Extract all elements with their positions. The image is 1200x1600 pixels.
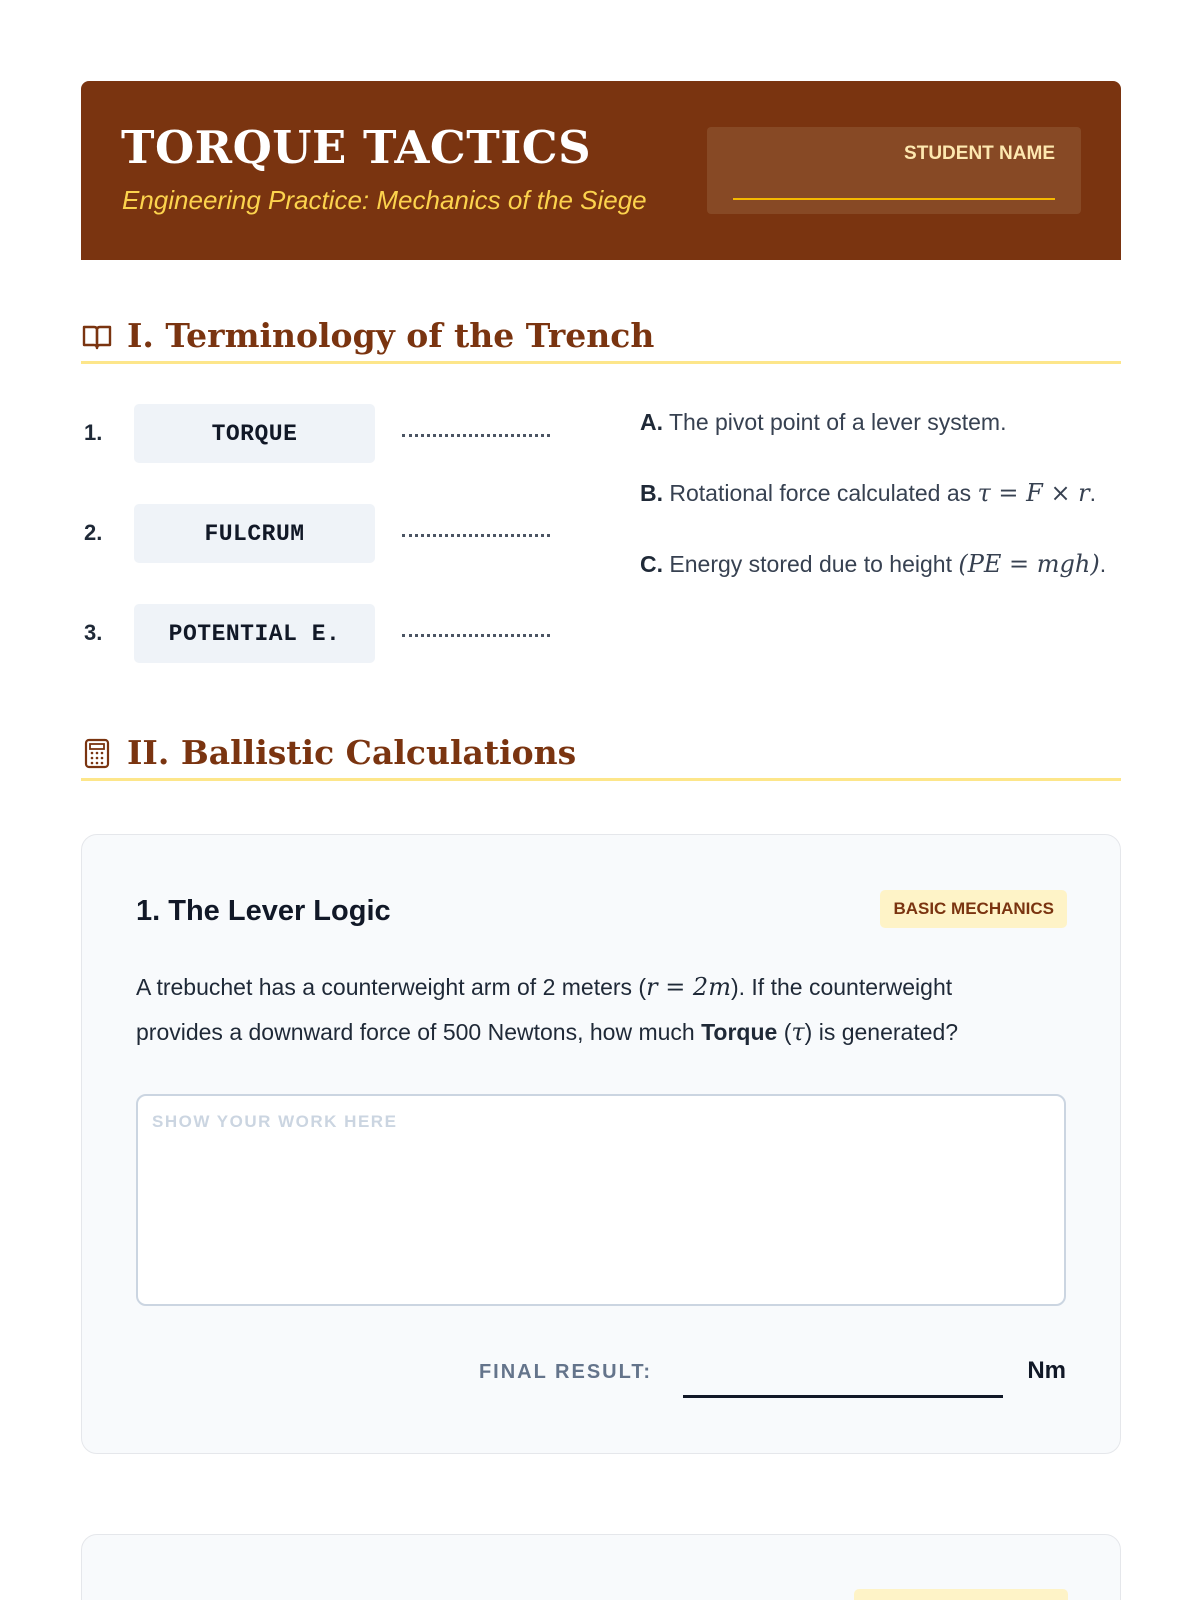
worksheet-header (81, 81, 1121, 260)
term-number: 3. (84, 620, 103, 645)
student-name-line[interactable] (733, 198, 1055, 200)
section-calculations-title: II. Ballistic Calculations (127, 733, 577, 772)
definition-formula: τ = F × r (977, 479, 1090, 507)
problem-text (136, 965, 1006, 1055)
definition-letter: A. (640, 409, 663, 435)
definition-text: The pivot point of a lever system. (668, 409, 1007, 435)
term-row (81, 604, 561, 664)
definition-letter: C. (640, 551, 663, 577)
section-terminology-heading (81, 316, 1121, 364)
term-row (81, 504, 561, 564)
section-terminology-title: I. Terminology of the Trench (127, 316, 655, 355)
answer-blank[interactable] (402, 534, 550, 537)
definition-end: . (1099, 551, 1107, 577)
definition-text: Energy stored due to height (669, 551, 952, 577)
book-open-icon (81, 320, 113, 352)
definition-letter: B. (640, 480, 663, 506)
worksheet-title: TORQUE TACTICS (121, 121, 592, 174)
worksheet-subtitle: Engineering Practice: Mechanics of the Siege (122, 185, 647, 215)
problem-card (81, 1534, 1121, 1600)
answer-blank[interactable] (402, 634, 550, 637)
problem-formula: r = 2m (646, 973, 731, 1001)
final-result-input[interactable] (683, 1395, 1003, 1398)
work-area-input[interactable] (136, 1094, 1066, 1306)
term-number: 1. (84, 420, 103, 445)
term-row (81, 404, 561, 464)
calculator-icon (81, 737, 113, 769)
definition-item (640, 479, 1096, 507)
final-result-unit: Nm (1027, 1357, 1066, 1384)
term-box: TORQUE (134, 404, 375, 463)
problem-text-part: ) is generated? (804, 1019, 959, 1045)
definition-item (640, 550, 1106, 578)
problem-title: 1. The Lever Logic (136, 895, 391, 927)
final-result-label: FINAL RESULT: (478, 1361, 652, 1383)
student-name-label: STUDENT NAME (904, 143, 1055, 164)
definition-item (640, 409, 1006, 436)
problem-tag-badge: BASIC MECHANICS (880, 890, 1067, 928)
definition-formula: (PE = mgh) (958, 550, 1100, 578)
problem-card (81, 834, 1121, 1454)
student-name-field[interactable] (707, 127, 1081, 214)
problem-tag-badge (854, 1589, 1068, 1600)
problem-text-part: A trebuchet has a counterweight arm of 2 meters ( (136, 974, 647, 1000)
definition-end: . (1089, 480, 1097, 506)
term-box: POTENTIAL E. (134, 604, 375, 663)
definition-text: Rotational force calculated as (669, 480, 972, 506)
answer-blank[interactable] (402, 434, 550, 437)
section-calculations-heading (81, 733, 1121, 781)
term-box: FULCRUM (134, 504, 375, 563)
problem-formula: τ (791, 1018, 805, 1046)
problem-text-part: ). If the counterweight provides a downward force of 500 Newtons, how much (136, 974, 953, 1045)
work-area-placeholder: SHOW YOUR WORK HERE (152, 1112, 398, 1131)
problem-text-part: ( (777, 1019, 792, 1045)
term-number: 2. (84, 520, 103, 545)
problem-bold-term: Torque (701, 1019, 778, 1045)
